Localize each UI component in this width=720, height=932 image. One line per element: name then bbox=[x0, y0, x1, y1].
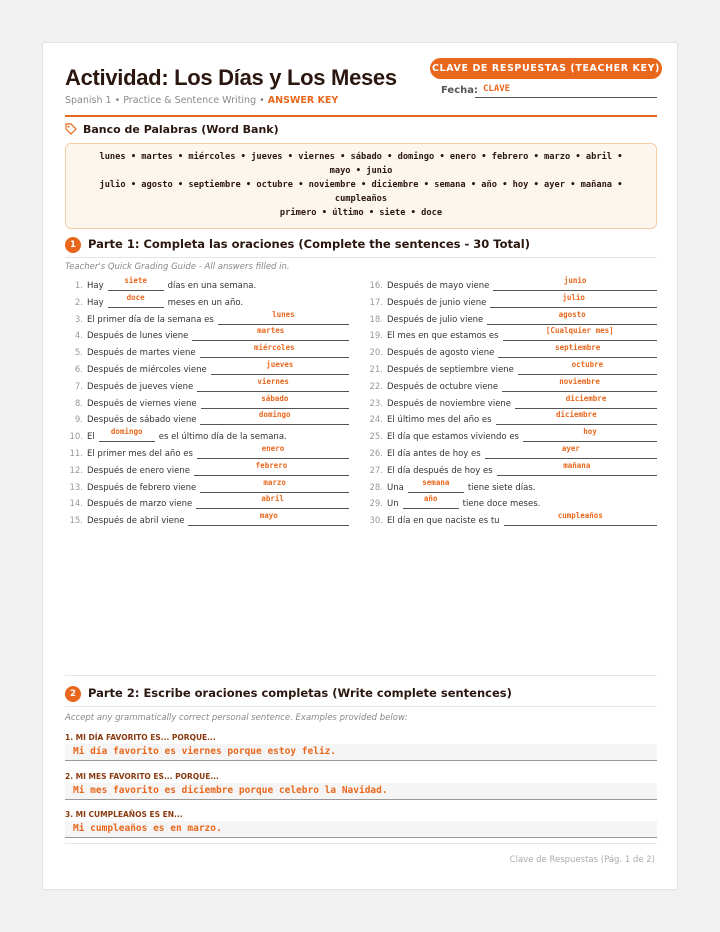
answer-text: semana bbox=[422, 477, 450, 487]
answer-blank[interactable] bbox=[498, 344, 657, 358]
question-number: 14. bbox=[69, 499, 83, 510]
question-row bbox=[65, 342, 349, 358]
question-text: El bbox=[87, 432, 95, 443]
part1-number-badge: 1 bbox=[65, 237, 81, 253]
question-row bbox=[65, 325, 349, 341]
tag-icon bbox=[65, 123, 77, 135]
question-row bbox=[365, 443, 657, 459]
answer-text: [Cualquier mes] bbox=[545, 326, 614, 336]
answer-blank[interactable] bbox=[515, 395, 657, 409]
word-bank-heading bbox=[65, 123, 279, 136]
answer-blank[interactable] bbox=[200, 411, 349, 425]
question-row bbox=[65, 376, 349, 392]
answer-blank[interactable] bbox=[518, 361, 657, 375]
part1-divider bbox=[65, 257, 657, 258]
question-row bbox=[65, 443, 349, 459]
question-number: 26. bbox=[369, 449, 383, 459]
part2-answer-field[interactable]: Mi día favorito es viernes porque estoy feliz. bbox=[65, 744, 657, 761]
question-number: 24. bbox=[369, 415, 383, 426]
question-text: El primer mes del año es bbox=[87, 449, 193, 459]
answer-blank[interactable] bbox=[485, 445, 657, 459]
question-row bbox=[365, 426, 657, 442]
answer-text: octubre bbox=[571, 360, 604, 369]
question-row bbox=[365, 460, 657, 476]
question-text: Hay bbox=[87, 297, 104, 308]
question-number: 11. bbox=[69, 449, 83, 459]
question-row bbox=[365, 275, 657, 291]
question-row bbox=[65, 359, 349, 375]
question-number: 10. bbox=[69, 432, 83, 443]
question-number: 22. bbox=[369, 381, 383, 392]
answer-blank[interactable] bbox=[201, 395, 349, 409]
question-text: El último mes del año es bbox=[387, 415, 492, 426]
part2-prompt: 2. MI MES FAVORITO ES... PORQUE... bbox=[65, 772, 219, 781]
question-number: 30. bbox=[369, 516, 383, 527]
part1-note: Teacher's Quick Grading Guide - All answers filled in. bbox=[65, 262, 290, 272]
answer-blank[interactable] bbox=[504, 512, 657, 526]
question-row bbox=[65, 426, 349, 442]
question-row bbox=[365, 309, 657, 325]
part2-top-divider bbox=[65, 675, 657, 676]
answer-text: viernes bbox=[257, 376, 289, 386]
page-footer: Clave de Respuestas (Pág. 1 de 2) bbox=[509, 855, 655, 865]
question-text-end: tiene doce meses. bbox=[462, 499, 541, 510]
answer-text: agosto bbox=[558, 309, 586, 319]
question-text: Un bbox=[387, 499, 399, 510]
page-title: Actividad: Los Días y Los Meses bbox=[65, 65, 397, 90]
question-row bbox=[365, 325, 657, 341]
question-text-end: meses en un año. bbox=[167, 297, 244, 308]
question-row bbox=[65, 510, 349, 526]
question-number: 19. bbox=[369, 331, 383, 342]
question-number: 29. bbox=[369, 499, 383, 510]
question-text: Después de abril viene bbox=[87, 516, 185, 527]
page-subtitle bbox=[65, 95, 338, 106]
answer-blank[interactable] bbox=[490, 294, 657, 308]
answer-text: doce bbox=[126, 292, 145, 302]
word-bank-line: mayo • junio bbox=[329, 166, 393, 176]
answer-blank[interactable] bbox=[197, 445, 349, 459]
answer-text: diciembre bbox=[555, 410, 597, 420]
answer-text: domingo bbox=[258, 410, 291, 420]
question-number: 27. bbox=[369, 465, 383, 476]
question-text: Una bbox=[387, 482, 404, 493]
answer-text: mayo bbox=[259, 511, 278, 521]
word-bank-line: julio • agosto • septiembre • octubre • noviembre • diciembre • semana • año • hoy • ayer • mañana • bbox=[99, 180, 623, 190]
question-row bbox=[65, 393, 349, 409]
question-text: Después de agosto viene bbox=[387, 348, 495, 359]
question-text: Después de lunes viene bbox=[87, 331, 189, 342]
question-row bbox=[65, 493, 349, 509]
answer-blank[interactable] bbox=[403, 495, 459, 509]
question-row bbox=[65, 477, 349, 493]
question-row bbox=[365, 477, 657, 493]
question-text: Después de septiembre viene bbox=[387, 365, 514, 375]
question-text: Hay bbox=[87, 281, 104, 291]
answer-blank[interactable] bbox=[502, 378, 657, 392]
part2-note: Accept any grammatically correct personal sentence. Examples provided below: bbox=[65, 713, 408, 723]
answer-text: febrero bbox=[255, 460, 288, 470]
question-number: 4. bbox=[74, 331, 83, 342]
question-number: 18. bbox=[369, 314, 383, 325]
question-number: 17. bbox=[369, 297, 383, 308]
question-number: 12. bbox=[69, 465, 83, 476]
question-row bbox=[365, 493, 657, 509]
word-bank-box bbox=[65, 143, 657, 229]
answer-blank[interactable] bbox=[99, 428, 155, 442]
answer-text: jueves bbox=[266, 360, 294, 369]
question-text: Después de enero viene bbox=[87, 465, 190, 476]
question-row bbox=[365, 510, 657, 526]
part2-number-badge: 2 bbox=[65, 686, 81, 702]
answer-text: miércoles bbox=[253, 343, 295, 353]
answer-text: septiembre bbox=[555, 343, 601, 353]
question-row bbox=[65, 460, 349, 476]
question-row bbox=[65, 292, 349, 308]
question-text: El primer día de la semana es bbox=[87, 314, 214, 325]
question-text: Después de jueves viene bbox=[87, 381, 194, 392]
question-number: 15. bbox=[69, 516, 83, 527]
answer-blank[interactable] bbox=[493, 277, 657, 291]
answer-blank[interactable] bbox=[196, 495, 349, 509]
question-text: Después de febrero viene bbox=[87, 482, 197, 493]
answer-blank[interactable] bbox=[523, 428, 657, 442]
question-text: El día después de hoy es bbox=[387, 465, 493, 476]
answer-text: lunes bbox=[272, 309, 295, 319]
question-row bbox=[365, 342, 657, 358]
answer-text: sábado bbox=[261, 393, 289, 403]
question-number: 7. bbox=[74, 381, 83, 392]
question-row bbox=[365, 393, 657, 409]
word-bank-line: cumpleaños bbox=[334, 194, 388, 204]
question-text: Después de julio viene bbox=[387, 314, 484, 325]
question-row bbox=[365, 409, 657, 425]
teacher-key-badge: CLAVE DE RESPUESTAS (TEACHER KEY) bbox=[430, 58, 662, 79]
answer-blank[interactable] bbox=[108, 277, 164, 291]
answer-blank[interactable] bbox=[192, 327, 349, 341]
word-bank-title: Banco de Palabras (Word Bank) bbox=[83, 123, 279, 136]
question-number: 23. bbox=[369, 398, 383, 409]
question-text: Después de martes viene bbox=[87, 348, 196, 359]
part2-heading bbox=[65, 686, 512, 702]
part1-heading bbox=[65, 237, 530, 253]
question-text: El día antes de hoy es bbox=[387, 449, 481, 459]
fecha-label: Fecha: bbox=[441, 85, 479, 96]
subtitle-text: Spanish 1 • Practice & Sentence Writing • bbox=[65, 95, 265, 106]
answer-text: siete bbox=[124, 276, 147, 285]
question-text: Después de viernes viene bbox=[87, 398, 197, 409]
answer-text: martes bbox=[257, 326, 285, 336]
question-number: 25. bbox=[369, 432, 383, 443]
answer-text: marzo bbox=[263, 477, 286, 487]
answer-blank[interactable] bbox=[496, 411, 657, 425]
question-row bbox=[365, 359, 657, 375]
answer-blank[interactable] bbox=[487, 311, 657, 325]
answer-blank[interactable] bbox=[503, 327, 657, 341]
answer-text: enero bbox=[261, 444, 285, 453]
answer-text: mañana bbox=[563, 460, 591, 470]
answer-key-label: ANSWER KEY bbox=[267, 95, 339, 106]
question-number: 20. bbox=[369, 348, 383, 359]
question-text: Después de mayo viene bbox=[387, 281, 490, 291]
question-row bbox=[365, 376, 657, 392]
part2-title: Parte 2: Escribe oraciones completas (Write complete sentences) bbox=[88, 686, 512, 700]
question-text: Después de sábado viene bbox=[87, 415, 197, 426]
question-row bbox=[65, 275, 349, 291]
worksheet-page bbox=[42, 42, 678, 890]
fecha-value: CLAVE bbox=[483, 84, 511, 94]
answer-blank[interactable] bbox=[211, 361, 349, 375]
question-number: 2. bbox=[74, 297, 83, 308]
question-text: Después de marzo viene bbox=[87, 499, 193, 510]
answer-text: julio bbox=[562, 292, 585, 302]
question-number: 13. bbox=[69, 482, 83, 493]
answer-blank[interactable] bbox=[200, 344, 349, 358]
word-bank-line: primero • último • siete • doce bbox=[279, 208, 443, 218]
answer-blank[interactable] bbox=[497, 462, 657, 476]
answer-blank[interactable] bbox=[188, 512, 349, 526]
part2-answer-field[interactable]: Mi mes favorito es diciembre porque celebro la Navidad. bbox=[65, 783, 657, 800]
part2-answer-field[interactable]: Mi cumpleaños es en marzo. bbox=[65, 821, 657, 838]
question-number: 1. bbox=[74, 281, 83, 291]
part2-prompt: 3. MI CUMPLEAÑOS ES EN... bbox=[65, 810, 183, 819]
answer-blank[interactable] bbox=[218, 311, 349, 325]
question-number: 3. bbox=[74, 314, 83, 325]
part1-title: Parte 1: Completa las oraciones (Complete the sentences - 30 Total) bbox=[88, 237, 530, 251]
part2-prompt: 1. MI DÍA FAVORITO ES... PORQUE... bbox=[65, 733, 216, 742]
answer-blank[interactable] bbox=[194, 462, 349, 476]
question-number: 16. bbox=[369, 281, 383, 291]
question-text-end: días en una semana. bbox=[167, 281, 257, 291]
part2-divider bbox=[65, 706, 657, 707]
answer-text: abril bbox=[261, 494, 284, 504]
answer-text: junio bbox=[563, 276, 587, 285]
word-bank-line: lunes • martes • miércoles • jueves • viernes • sábado • domingo • enero • febrero • marzo • abril • bbox=[99, 152, 623, 162]
answer-blank[interactable] bbox=[408, 479, 464, 493]
header-divider bbox=[65, 115, 657, 117]
question-text: Después de noviembre viene bbox=[387, 398, 512, 409]
answer-text: diciembre bbox=[565, 393, 607, 403]
answer-text: ayer bbox=[561, 444, 580, 453]
answer-blank[interactable] bbox=[108, 294, 164, 308]
question-number: 28. bbox=[369, 482, 383, 493]
answer-text: año bbox=[423, 494, 438, 504]
answer-blank[interactable] bbox=[197, 378, 349, 392]
question-text: Después de miércoles viene bbox=[87, 365, 207, 375]
question-text: El día que estamos viviendo es bbox=[387, 432, 519, 443]
question-text-end: tiene siete días. bbox=[467, 482, 536, 493]
question-text: Después de junio viene bbox=[387, 297, 487, 308]
question-number: 8. bbox=[74, 398, 83, 409]
answer-text: hoy bbox=[583, 427, 597, 437]
footer-divider bbox=[65, 843, 657, 844]
question-text-end: es el último día de la semana. bbox=[158, 432, 287, 443]
question-text: Después de octubre viene bbox=[387, 381, 499, 392]
answer-text: noviembre bbox=[559, 376, 600, 386]
question-row bbox=[65, 309, 349, 325]
answer-blank[interactable] bbox=[200, 479, 349, 493]
answer-text: cumpleaños bbox=[557, 511, 603, 521]
question-number: 5. bbox=[74, 348, 83, 359]
question-number: 6. bbox=[74, 365, 83, 375]
question-row bbox=[65, 409, 349, 425]
question-text: El mes en que estamos es bbox=[387, 331, 499, 342]
question-number: 21. bbox=[369, 365, 383, 375]
question-row bbox=[365, 292, 657, 308]
answer-text: domingo bbox=[110, 427, 143, 437]
question-text: El día en que naciste es tu bbox=[387, 516, 500, 527]
question-number: 9. bbox=[74, 415, 83, 426]
